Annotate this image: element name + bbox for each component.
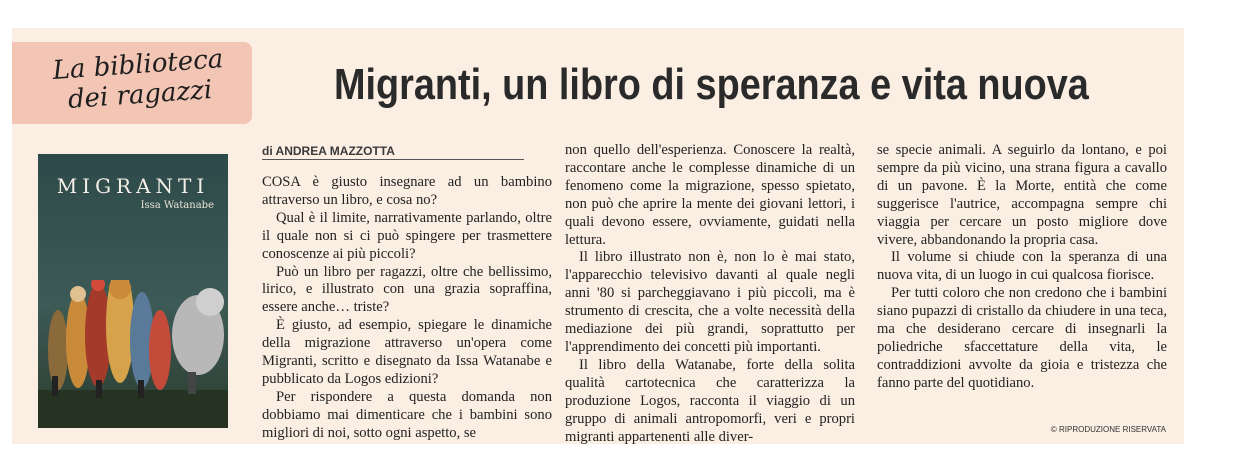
paragraph: non quello dell'esperienza. Conoscere la realtà, raccontare anche le complesse dinamiche di un fenomeno come la migrazione, spesso spietato, non può che aprire la mente dei giovani lettori, i quali devono essere, ovviamente, guidati nella lettura.: [565, 142, 855, 248]
copyright-notice: © RIPRODUZIONE RISERVATA: [1050, 425, 1166, 434]
paragraph: Qual è il limite, narrativamente parlando, oltre il quale non si ci può spingere per trasmettere conoscenze ai più piccoli?: [262, 209, 552, 262]
section-rubric: [12, 42, 252, 124]
paragraph: Il libro della Watanabe, forte della solita qualità cartotecnica che caratterizza la produzione Logos, racconta il viaggio di un gruppo di animali antropomorfi, veri e propri migranti appartenenti alle diver-: [565, 356, 855, 445]
paragraph: È giusto, ad esempio, spiegare le dinamiche della migrazione attraverso un'opera come Migranti, scritto e disegnato da Issa Watanabe e pubblicato da Logos edizioni?: [262, 317, 552, 387]
cover-illustration: [38, 280, 228, 428]
article-column-2: [565, 142, 855, 446]
book-cover-image: [38, 154, 228, 428]
paragraph: Il libro illustrato non è, non lo è mai stato, l'apparecchio televisivo davanti al quale negli anni '80 si parcheggiavano i più piccoli, ma è strumento di crescita, che a volte necessità della mediazione dei più grandi, soprattutto per l'apprendimento dei concetti più importanti.: [565, 249, 855, 355]
article-byline: di ANDREA MAZZOTTA: [262, 144, 524, 160]
rubric-line-1: La biblioteca: [51, 44, 225, 86]
paragraph: se specie animali. A seguirlo da lontano, e poi sempre da più vicino, una strana figura a cavallo di un pavone. È la Morte, entità che come suggerisce l'autrice, accompagna sempre chi viaggia per cercare un posto migliore dove vivere, abbandonando la propria casa.: [877, 142, 1167, 248]
paragraph: Il volume si chiude con la speranza di una nuova vita, di un luogo in cui qualcosa fiorisce.: [877, 249, 1167, 284]
article-column-1: [262, 174, 552, 443]
paragraph: COSA è giusto insegnare ad un bambino attraverso un libro, e cosa no?: [262, 174, 552, 208]
paragraph: Per tutti coloro che non credono che i bambini siano pupazzi di cristallo da chiudere in una teca, ma che desiderano cercare di insegnarli la poliedriche sfaccettature della vita, le contraddizioni avvolte da gioia e tristezza che fanno parte del quotidiano.: [877, 285, 1167, 391]
article-column-3: [877, 142, 1167, 393]
cover-title: MIGRANTI: [56, 174, 210, 198]
cover-author: Issa Watanabe: [140, 200, 214, 211]
paragraph: Per rispondere a questa domanda non dobbiamo mai dimenticare che i bambini sono migliori di noi, sotto ogni aspetto, se: [262, 388, 552, 441]
newspaper-clipping: [12, 28, 1184, 444]
rubric-title: [32, 43, 246, 118]
article-headline: Migranti, un libro di speranza e vita nuova: [334, 60, 1089, 109]
paragraph: Può un libro per ragazzi, oltre che bellissimo, lirico, e illustrato con una grazia sopraffina, essere anche… triste?: [262, 263, 552, 316]
rubric-line-2: dei ragazzi: [66, 74, 214, 115]
